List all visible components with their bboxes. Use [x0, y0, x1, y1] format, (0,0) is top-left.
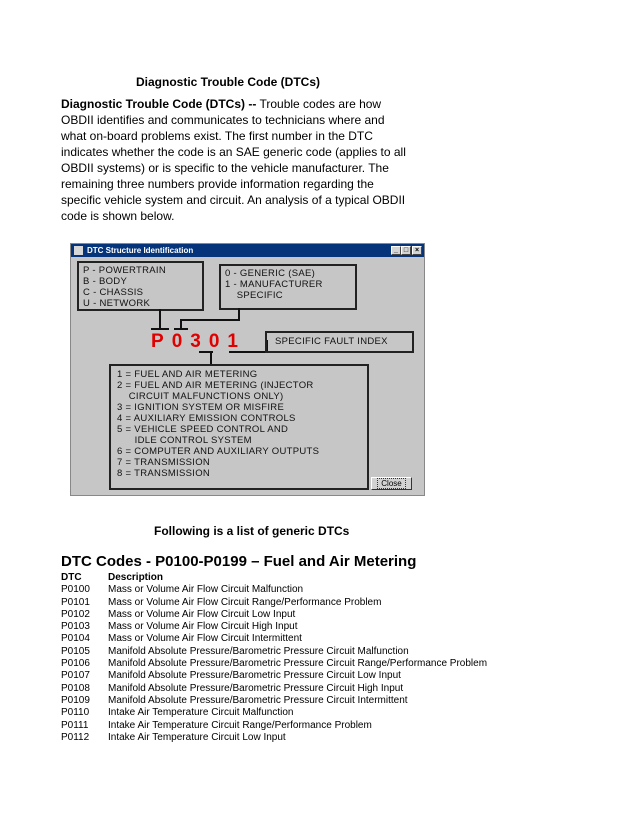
dtc-description: Manifold Absolute Pressure/Barometric Pressure Circuit Malfunction [108, 645, 409, 657]
dtc-code: P0104 [61, 633, 90, 645]
dialog-close-button[interactable] [371, 477, 412, 490]
dtc-description: Mass or Volume Air Flow Circuit High Input [108, 621, 298, 633]
intro-paragraph [61, 96, 406, 224]
dtc-code: P0106 [61, 658, 90, 670]
table-row [61, 584, 487, 596]
intro-text: Trouble codes are how OBDII identifies and communicates to technicians where and what on-board problems exist. The first number in the DTC indicates whether the code is an SAE generic code (applies to all OBDII systems) or is specific to the vehicle manufacturer. The remaining three numbers provide information regarding the specific vehicle system and circuit. An analysis of a typical OBDII code is shown below. [61, 97, 406, 223]
code-type-item: 0 - GENERIC (SAE) [225, 268, 316, 279]
dtc-description: Manifold Absolute Pressure/Barometric Pressure Circuit Intermittent [108, 694, 408, 706]
subsystem-item: 6 = COMPUTER AND AUXILIARY OUTPUTS [117, 446, 320, 457]
minimize-button[interactable]: _ [391, 246, 401, 255]
subsystem-item: 4 = AUXILIARY EMISSION CONTROLS [117, 413, 296, 424]
dtc-description: Intake Air Temperature Circuit Low Input [108, 731, 286, 743]
window-system-icon[interactable] [74, 246, 83, 255]
following-caption: Following is a list of generic DTCs [154, 524, 350, 538]
dtc-description: Manifold Absolute Pressure/Barometric Pressure Circuit High Input [108, 682, 404, 694]
connector-line [180, 319, 240, 321]
dtc-code: P0100 [61, 584, 90, 596]
connector-line [151, 328, 169, 330]
header-dtc: DTC [61, 572, 82, 583]
subsystem-item: 8 = TRANSMISSION [117, 468, 211, 479]
connector-line [159, 309, 161, 330]
dtc-code: P0107 [61, 670, 90, 682]
fault-index-box: SPECIFIC FAULT INDEX [265, 331, 414, 353]
system-item: U - NETWORK [83, 298, 151, 309]
dtc-description: Manifold Absolute Pressure/Barometric Pressure Circuit Range/Performance Problem [108, 658, 488, 670]
section-heading: DTC Codes - P0100-P0199 – Fuel and Air Metering [61, 553, 417, 570]
system-item: P - POWERTRAIN [83, 265, 167, 276]
dtc-code: P0111 [61, 719, 89, 731]
system-item: B - BODY [83, 276, 128, 287]
table-row [61, 646, 487, 658]
dtc-code: P0101 [61, 596, 90, 608]
intro-lead: Diagnostic Trouble Code (DTCs) -- [61, 97, 257, 111]
maximize-button[interactable]: □ [401, 246, 411, 255]
close-button-label: Close [377, 478, 405, 489]
dtc-description: Intake Air Temperature Circuit Malfunction [108, 707, 294, 719]
table-row [61, 707, 487, 719]
dtc-code: P0103 [61, 621, 90, 633]
code-char: P [151, 331, 167, 352]
code-char: 1 [227, 331, 241, 352]
connector-line [174, 328, 188, 330]
dtc-code: P0105 [61, 645, 90, 657]
dtc-code: P0112 [61, 731, 90, 743]
code-char: 0 [208, 331, 223, 352]
subsystem-item: 7 = TRANSMISSION [117, 457, 211, 468]
subsystem-item: 1 = FUEL AND AIR METERING [117, 369, 258, 380]
table-row [61, 670, 487, 682]
dtc-description: Intake Air Temperature Circuit Range/Performance Problem [108, 719, 372, 731]
table-row [61, 621, 487, 633]
dtc-code: P0108 [61, 682, 90, 694]
subsystem-item: 2 = FUEL AND AIR METERING (INJECTOR [117, 380, 314, 391]
table-row [61, 732, 487, 744]
subsystem-item: IDLE CONTROL SYSTEM [117, 435, 252, 446]
table-row [61, 720, 487, 732]
dtc-description: Mass or Volume Air Flow Circuit Malfunction [108, 584, 304, 596]
table-row [61, 658, 487, 670]
code-type-item: SPECIFIC [225, 290, 283, 301]
subsystem-item: 3 = IGNITION SYSTEM OR MISFIRE [117, 402, 285, 413]
dialog-titlebar [71, 244, 424, 257]
code-type-item: 1 - MANUFACTURER [225, 279, 323, 290]
dtc-code: P0110 [61, 707, 90, 719]
dtc-table [61, 572, 487, 744]
table-row [61, 695, 487, 707]
table-row [61, 683, 487, 695]
subsystem-item: 5 = VEHICLE SPEED CONTROL AND [117, 424, 289, 435]
dtc-description: Mass or Volume Air Flow Circuit Intermittent [108, 633, 302, 645]
window-close-button[interactable]: × [412, 246, 422, 255]
dtc-code: P0109 [61, 694, 90, 706]
code-type-box [219, 264, 357, 310]
code-char: 0 [171, 331, 186, 352]
connector-line [210, 351, 212, 365]
table-row [61, 597, 487, 609]
subsystem-box [109, 364, 369, 490]
example-dtc-code [151, 331, 246, 353]
dtc-description: Mass or Volume Air Flow Circuit Low Input [108, 608, 296, 620]
table-row [61, 609, 487, 621]
subsystem-item: CIRCUIT MALFUNCTIONS ONLY) [117, 391, 284, 402]
document-title: Diagnostic Trouble Code (DTCs) [136, 75, 321, 89]
dtc-description: Mass or Volume Air Flow Circuit Range/Performance Problem [108, 596, 382, 608]
table-header-row [61, 572, 487, 584]
dtc-code: P0102 [61, 608, 90, 620]
dtc-description: Manifold Absolute Pressure/Barometric Pressure Circuit Low Input [108, 670, 401, 682]
header-description: Description [108, 572, 164, 583]
dialog-title: DTC Structure Identification [87, 246, 194, 255]
code-char: 3 [190, 331, 204, 352]
table-row [61, 633, 487, 645]
system-item: C - CHASSIS [83, 287, 144, 298]
system-box [77, 261, 204, 311]
